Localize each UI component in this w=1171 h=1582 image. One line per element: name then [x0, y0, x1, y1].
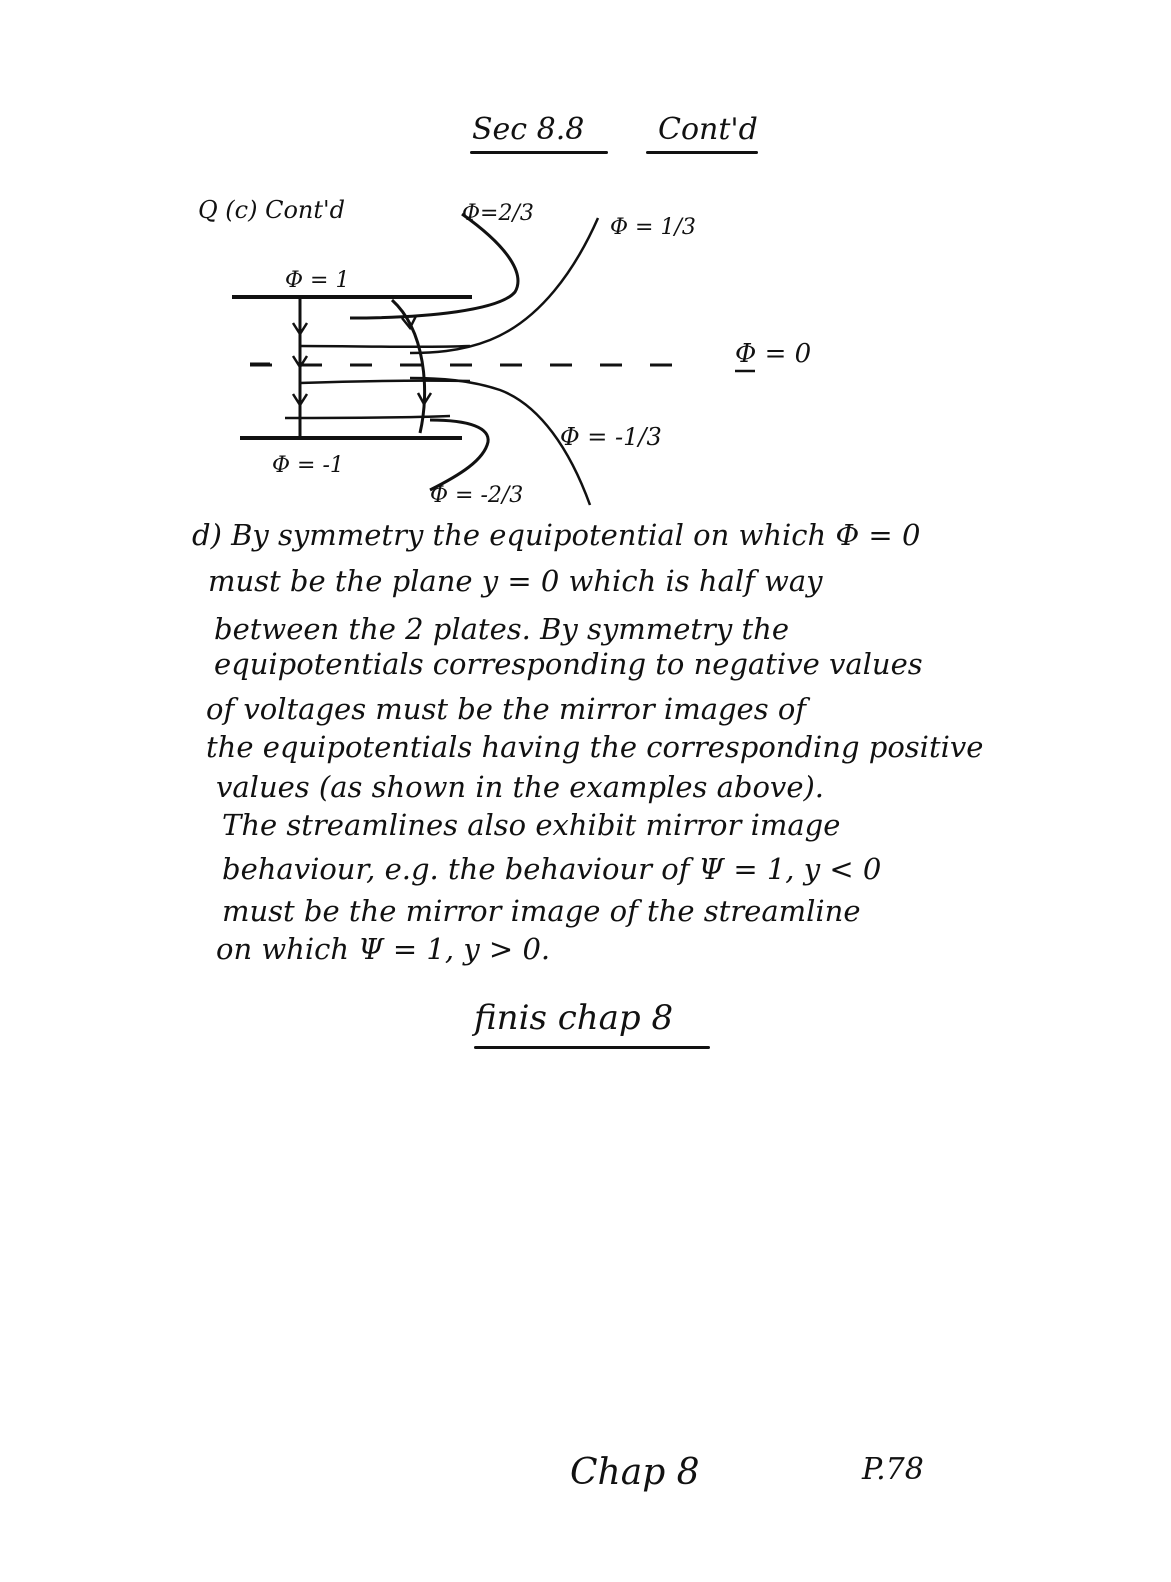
body-line-6: the equipotentials having the corresponding positive	[206, 730, 984, 764]
closing-note: finis chap 8	[474, 998, 674, 1038]
footer-chapter: Chap 8	[570, 1452, 700, 1493]
contd-heading: Cont'd	[658, 112, 758, 147]
label-phi-two-thirds: Φ=2/3	[462, 201, 534, 226]
problem-label: Q (c) Cont'd	[198, 196, 345, 224]
body-line-8: The streamlines also exhibit mirror image	[222, 808, 841, 842]
label-phi-zero: Φ = 0	[735, 339, 812, 369]
body-line-2: must be the plane y = 0 which is half way	[208, 564, 823, 598]
body-line-9: behaviour, e.g. the behaviour of Ψ = 1, y < 0	[222, 852, 882, 886]
label-phi-top: Φ = 1	[285, 268, 350, 293]
footer-page: P.78	[862, 1452, 924, 1487]
equipotential-one-third	[410, 218, 598, 353]
equipotential-figure	[0, 0, 1171, 520]
label-phi-neg-two-thirds: Φ = -2/3	[430, 483, 524, 508]
label-phi-neg-one-third: Φ = -1/3	[560, 423, 662, 451]
body-line-10: must be the mirror image of the streamline	[222, 894, 861, 928]
body-line-3: between the 2 plates. By symmetry the	[214, 612, 790, 646]
streamline-lower2	[285, 416, 450, 418]
equipotential-two-thirds	[350, 214, 518, 318]
body-line-4: equipotentials corresponding to negative values	[214, 647, 923, 681]
streamline-lower	[300, 381, 470, 383]
equipotential-neg-two-thirds	[430, 420, 488, 490]
label-phi-one-third: Φ = 1/3	[610, 215, 696, 240]
body-line-1: d) By symmetry the equipotential on which Φ = 0	[192, 518, 921, 552]
body-line-7: values (as shown in the examples above).	[216, 770, 825, 804]
body-line-5: of voltages must be the mirror images of	[206, 692, 807, 726]
section-heading: Sec 8.8	[472, 112, 585, 147]
body-line-11: on which Ψ = 1, y > 0.	[216, 932, 551, 966]
streamline-upper	[300, 346, 470, 347]
label-phi-bottom: Φ = -1	[272, 453, 344, 478]
closing-underline	[474, 1046, 710, 1049]
